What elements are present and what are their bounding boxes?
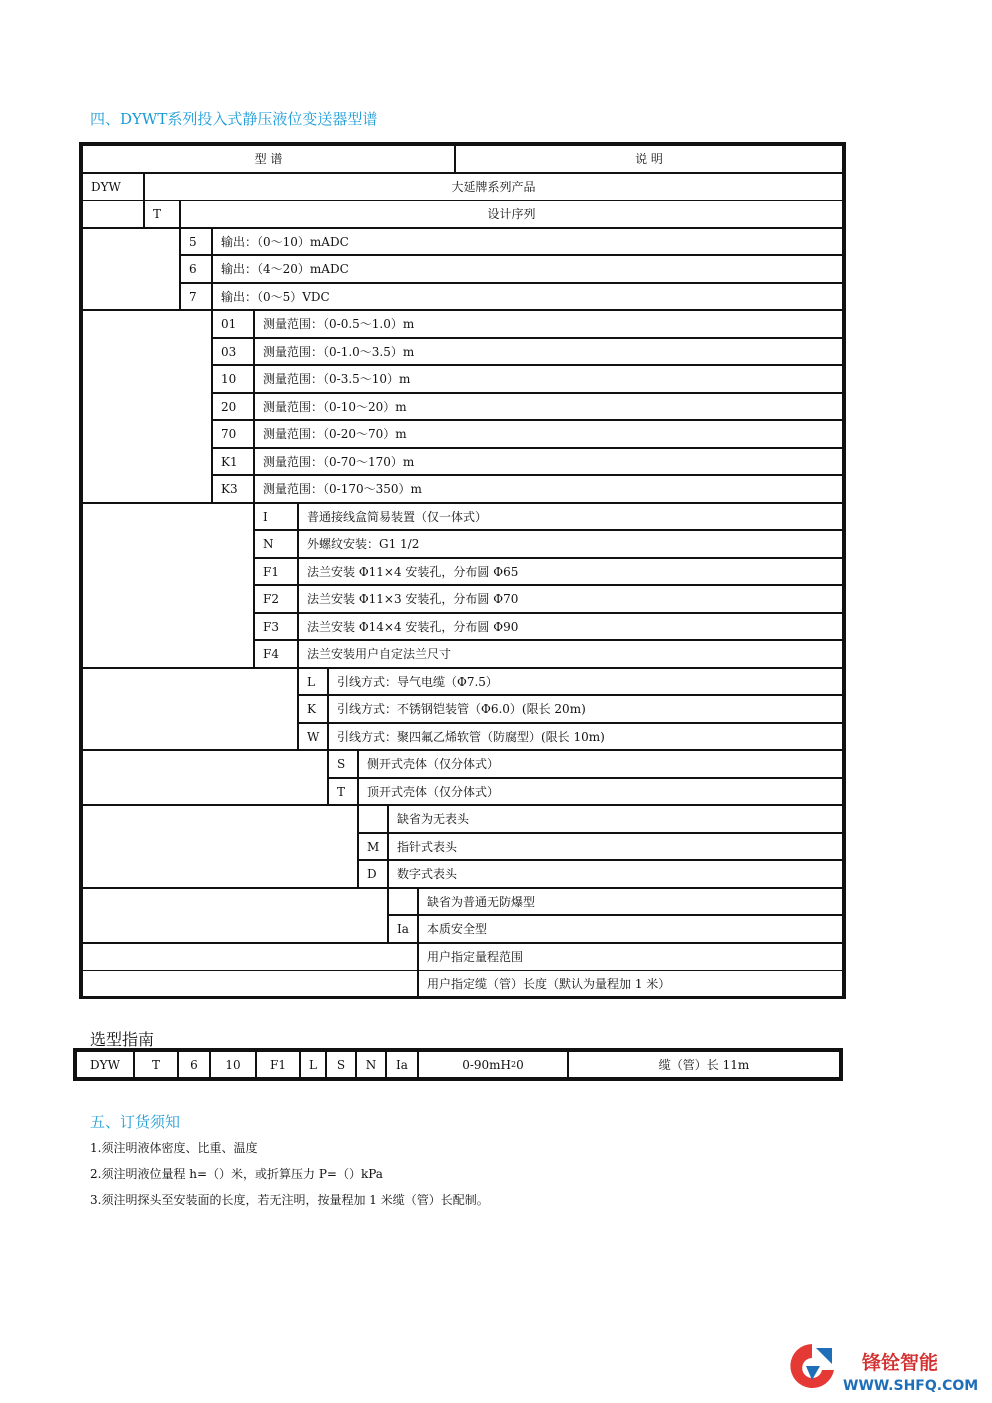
range-code: 70 [212, 420, 254, 448]
order-note-2: 2.须注明液位量程 h=（）米，或折算压力 P=（）kPa [90, 1167, 383, 1181]
explosion-desc: 本质安全型 [418, 915, 843, 943]
meter-code [358, 805, 388, 833]
meter-blank-cell [82, 805, 358, 888]
range-desc: 测量范围：（0-70～170）m [254, 448, 843, 475]
guide-range: 0-90mH 2 0 [418, 1051, 568, 1078]
blank-cell [82, 943, 418, 971]
install-desc: 法兰安装 Φ14×4 安装孔，分布圆 Φ90 [298, 613, 843, 640]
cable-blank-cell [82, 668, 298, 750]
install-code: N [254, 530, 298, 558]
housing-code: T [328, 778, 358, 805]
install-code: F1 [254, 558, 298, 585]
guide-cell: 10 [210, 1051, 256, 1078]
section5-title: 五、订货须知 [90, 1113, 181, 1131]
output-code: 6 [180, 255, 212, 283]
range-code: K3 [212, 475, 254, 503]
guide-length: 缆（管）长 11m [568, 1051, 840, 1078]
install-code: F4 [254, 640, 298, 668]
meter-desc: 指针式表头 [388, 833, 843, 860]
meter-desc: 数字式表头 [388, 860, 843, 888]
header-description: 说 明 [455, 145, 843, 173]
install-desc: 普通接线盒简易装置（仅一体式） [298, 503, 843, 530]
range-desc: 测量范围：（0-10～20）m [254, 393, 843, 420]
housing-desc: 顶开式壳体（仅分体式） [358, 778, 843, 805]
guide-cell: N [356, 1051, 386, 1078]
spec-table [79, 142, 846, 999]
install-desc: 外螺纹安装：G1 1/2 [298, 530, 843, 558]
guide-cell: F1 [256, 1051, 300, 1078]
meter-desc: 缺省为无表头 [388, 805, 843, 833]
range-code: 20 [212, 393, 254, 420]
install-blank-cell [82, 503, 254, 668]
range-code: K1 [212, 448, 254, 475]
code-dyw: DYW [82, 173, 144, 201]
guide-title: 选型指南 [90, 1030, 155, 1049]
desc-dyw: 大延牌系列产品 [144, 173, 843, 201]
output-blank-cell [82, 228, 180, 310]
logo-url[interactable]: WWW.SHFQ.COM [843, 1378, 979, 1394]
housing-desc: 侧开式壳体（仅分体式） [358, 750, 843, 778]
install-code: I [254, 503, 298, 530]
range-code: 01 [212, 310, 254, 338]
user-range-desc: 用户指定量程范围 [418, 943, 843, 971]
section4-title: 四、DYWT系列投入式静压液位变送器型谱 [90, 110, 378, 128]
install-desc: 法兰安装 Φ11×3 安装孔，分布圆 Φ70 [298, 585, 843, 613]
output-code: 7 [180, 283, 212, 310]
explosion-code [388, 888, 418, 915]
range-code: 10 [212, 365, 254, 393]
range-desc: 测量范围：（0-20～70）m [254, 420, 843, 448]
install-code: F2 [254, 585, 298, 613]
guide-cell: DYW [76, 1051, 134, 1078]
logo-name: 锋铨智能 [862, 1352, 939, 1374]
guide-cell: S [326, 1051, 356, 1078]
install-code: F3 [254, 613, 298, 640]
cable-code: K [298, 695, 328, 723]
explosion-desc: 缺省为普通无防爆型 [418, 888, 843, 915]
range-desc: 测量范围：（0-170～350）m [254, 475, 843, 503]
explosion-blank-cell [82, 888, 388, 943]
guide-cell: L [300, 1051, 326, 1078]
range-desc: 测量范围：（0-0.5～1.0）m [254, 310, 843, 338]
output-desc: 输出：（4～20）mADC [212, 255, 843, 283]
guide-cell: T [134, 1051, 178, 1078]
install-desc: 法兰安装用户自定法兰尺寸 [298, 640, 843, 668]
range-blank-cell [82, 310, 212, 503]
housing-code: S [328, 750, 358, 778]
range-desc: 测量范围：（0-3.5～10）m [254, 365, 843, 393]
company-logo-icon [786, 1340, 838, 1396]
cable-desc: 引线方式：导气电缆（Φ7.5） [328, 668, 843, 695]
cable-code: L [298, 668, 328, 695]
range-desc: 测量范围：（0-1.0～3.5）m [254, 338, 843, 365]
cable-code: W [298, 723, 328, 750]
explosion-code: Ia [388, 915, 418, 943]
meter-code: D [358, 860, 388, 888]
install-desc: 法兰安装 Φ11×4 安装孔，分布圆 Φ65 [298, 558, 843, 585]
user-length-desc: 用户指定缆（管）长度（默认为量程加 1 米） [418, 970, 843, 998]
blank-cell [82, 970, 418, 998]
header-model: 型 谱 [82, 145, 455, 173]
cable-desc: 引线方式：聚四氟乙烯软管（防腐型）(限长 10m) [328, 723, 843, 750]
housing-blank-cell [82, 750, 328, 805]
code-t: T [144, 200, 180, 228]
guide-cell: Ia [386, 1051, 418, 1078]
output-desc: 输出：（0～10）mADC [212, 228, 843, 255]
output-desc: 输出：（0～5）VDC [212, 283, 843, 310]
guide-cell: 6 [178, 1051, 210, 1078]
blank-cell [82, 200, 144, 228]
output-code: 5 [180, 228, 212, 255]
desc-t: 设计序列 [180, 200, 843, 228]
cable-desc: 引线方式：不锈钢铠装管（Φ6.0）(限长 20m) [328, 695, 843, 723]
order-note-1: 1.须注明液体密度、比重、温度 [90, 1141, 258, 1155]
meter-code: M [358, 833, 388, 860]
selection-guide-table [73, 1048, 843, 1081]
order-note-3: 3.须注明探头至安装面的长度，若无注明，按量程加 1 米缆（管）长配制。 [90, 1193, 489, 1207]
range-code: 03 [212, 338, 254, 365]
